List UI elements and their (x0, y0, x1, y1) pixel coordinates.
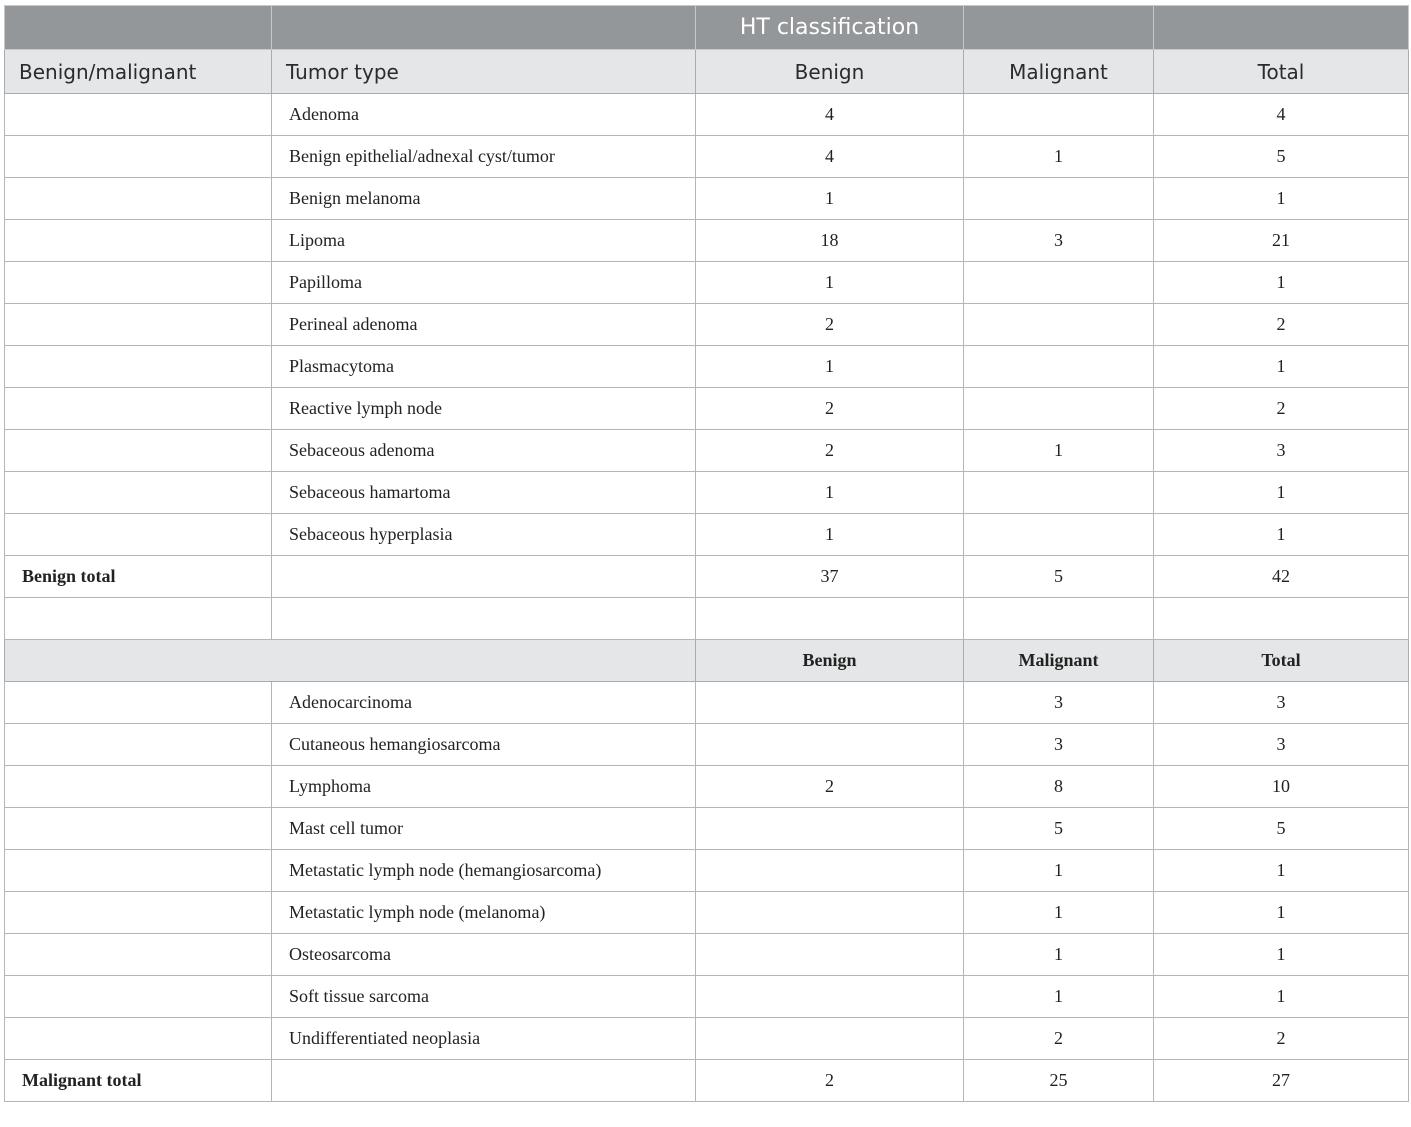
col-header-tumor-type: Tumor type (272, 50, 696, 94)
col-header-malignant: Malignant (964, 50, 1154, 94)
empty-category-cell (5, 346, 272, 388)
col-header-benign: Benign (696, 50, 964, 94)
malignant-count-cell (964, 304, 1154, 346)
tumor-type-cell: Cutaneous hemangiosarcoma (272, 724, 696, 766)
benign-count-cell: 4 (696, 94, 964, 136)
table-row (5, 976, 1409, 1018)
benign-count-cell (696, 934, 964, 976)
total-count-cell: 2 (1154, 1018, 1409, 1060)
malignant-count-cell: 1 (964, 850, 1154, 892)
empty-cell (964, 598, 1154, 640)
table-row (5, 934, 1409, 976)
tumor-type-cell: Metastatic lymph node (hemangiosarcoma) (272, 850, 696, 892)
total-count-cell: 1 (1154, 850, 1409, 892)
table-row (5, 430, 1409, 472)
benign-total-label: Benign total (5, 556, 272, 598)
malignant-total-value: 25 (964, 1060, 1154, 1102)
empty-category-cell (5, 514, 272, 556)
malignant-total-value: 5 (964, 556, 1154, 598)
column-header-row (5, 50, 1409, 94)
table-row (5, 514, 1409, 556)
mid-header-blank (5, 640, 696, 682)
benign-total-value: 37 (696, 556, 964, 598)
malignant-total-row (5, 1060, 1409, 1102)
empty-category-cell (5, 262, 272, 304)
tumor-type-cell: Perineal adenoma (272, 304, 696, 346)
header-blank-cell (964, 6, 1154, 50)
malignant-section-header-row (5, 640, 1409, 682)
total-count-cell: 3 (1154, 430, 1409, 472)
tumor-type-cell: Benign epithelial/adnexal cyst/tumor (272, 136, 696, 178)
ht-classification-header: HT classification (696, 6, 964, 50)
total-count-cell: 1 (1154, 262, 1409, 304)
total-count-cell: 5 (1154, 808, 1409, 850)
total-count-cell: 1 (1154, 976, 1409, 1018)
total-count-cell: 10 (1154, 766, 1409, 808)
table-row (5, 220, 1409, 262)
malignant-count-cell: 3 (964, 724, 1154, 766)
empty-category-cell (5, 430, 272, 472)
empty-category-cell (5, 682, 272, 724)
benign-count-cell: 1 (696, 262, 964, 304)
malignant-count-cell (964, 388, 1154, 430)
table-row (5, 136, 1409, 178)
total-count-cell: 2 (1154, 304, 1409, 346)
total-count-cell: 1 (1154, 514, 1409, 556)
tumor-type-cell: Reactive lymph node (272, 388, 696, 430)
malignant-count-cell: 1 (964, 430, 1154, 472)
header-blank-cell (272, 6, 696, 50)
empty-category-cell (5, 1018, 272, 1060)
grand-total-value: 42 (1154, 556, 1409, 598)
empty-category-cell (5, 220, 272, 262)
malignant-count-cell (964, 514, 1154, 556)
total-count-cell: 2 (1154, 388, 1409, 430)
table-row (5, 724, 1409, 766)
tumor-type-cell: Lymphoma (272, 766, 696, 808)
empty-category-cell (5, 850, 272, 892)
benign-count-cell (696, 1018, 964, 1060)
benign-count-cell: 18 (696, 220, 964, 262)
mid-header-total: Total (1154, 640, 1409, 682)
benign-count-cell (696, 808, 964, 850)
empty-cell (1154, 598, 1409, 640)
benign-count-cell (696, 976, 964, 1018)
empty-category-cell (5, 934, 272, 976)
table-row (5, 892, 1409, 934)
blank-row (5, 598, 1409, 640)
total-count-cell: 3 (1154, 724, 1409, 766)
benign-count-cell: 1 (696, 178, 964, 220)
total-count-cell: 1 (1154, 346, 1409, 388)
empty-category-cell (5, 892, 272, 934)
tumor-type-cell: Benign melanoma (272, 178, 696, 220)
malignant-count-cell (964, 178, 1154, 220)
malignant-count-cell (964, 262, 1154, 304)
malignant-count-cell (964, 472, 1154, 514)
benign-count-cell (696, 850, 964, 892)
benign-total-row (5, 556, 1409, 598)
empty-category-cell (5, 178, 272, 220)
malignant-count-cell: 1 (964, 976, 1154, 1018)
malignant-count-cell: 2 (964, 1018, 1154, 1060)
table-row (5, 850, 1409, 892)
total-count-cell: 1 (1154, 178, 1409, 220)
tumor-type-cell: Papilloma (272, 262, 696, 304)
tumor-type-cell: Adenocarcinoma (272, 682, 696, 724)
empty-category-cell (5, 388, 272, 430)
empty-category-cell (5, 136, 272, 178)
total-count-cell: 21 (1154, 220, 1409, 262)
empty-cell (5, 598, 272, 640)
malignant-count-cell (964, 94, 1154, 136)
grand-total-value: 27 (1154, 1060, 1409, 1102)
tumor-type-cell: Plasmacytoma (272, 346, 696, 388)
total-count-cell: 1 (1154, 892, 1409, 934)
empty-cell (272, 598, 696, 640)
empty-category-cell (5, 472, 272, 514)
table-row (5, 262, 1409, 304)
benign-count-cell: 1 (696, 346, 964, 388)
col-header-benign-malignant: Benign/malignant (5, 50, 272, 94)
malignant-count-cell: 5 (964, 808, 1154, 850)
total-count-cell: 1 (1154, 934, 1409, 976)
malignant-count-cell: 3 (964, 220, 1154, 262)
header-blank-cell (1154, 6, 1409, 50)
tumor-type-cell: Mast cell tumor (272, 808, 696, 850)
table-row (5, 388, 1409, 430)
table-row (5, 1018, 1409, 1060)
table-body (5, 94, 1409, 1102)
tumor-classification-table (4, 5, 1409, 1102)
empty-category-cell (5, 304, 272, 346)
tumor-type-cell: Adenoma (272, 94, 696, 136)
tumor-type-cell: Sebaceous hamartoma (272, 472, 696, 514)
tumor-type-cell: Sebaceous adenoma (272, 430, 696, 472)
total-count-cell: 3 (1154, 682, 1409, 724)
benign-count-cell (696, 682, 964, 724)
tumor-type-cell: Undifferentiated neoplasia (272, 1018, 696, 1060)
malignant-total-label: Malignant total (5, 1060, 272, 1102)
empty-category-cell (5, 766, 272, 808)
tumor-type-cell: Metastatic lymph node (melanoma) (272, 892, 696, 934)
table-row (5, 346, 1409, 388)
malignant-count-cell: 8 (964, 766, 1154, 808)
total-count-cell: 1 (1154, 472, 1409, 514)
malignant-count-cell: 1 (964, 934, 1154, 976)
malignant-count-cell: 1 (964, 892, 1154, 934)
total-count-cell: 5 (1154, 136, 1409, 178)
table-row (5, 472, 1409, 514)
benign-count-cell: 1 (696, 514, 964, 556)
benign-count-cell: 2 (696, 388, 964, 430)
mid-header-benign: Benign (696, 640, 964, 682)
empty-category-cell (5, 724, 272, 766)
table-row (5, 766, 1409, 808)
empty-category-cell (5, 976, 272, 1018)
table-row (5, 94, 1409, 136)
benign-count-cell (696, 724, 964, 766)
benign-total-value: 2 (696, 1060, 964, 1102)
empty-category-cell (5, 94, 272, 136)
benign-count-cell (696, 892, 964, 934)
benign-count-cell: 1 (696, 472, 964, 514)
empty-cell (272, 1060, 696, 1102)
empty-cell (272, 556, 696, 598)
header-blank-cell (5, 6, 272, 50)
mid-header-malignant: Malignant (964, 640, 1154, 682)
table-row (5, 808, 1409, 850)
table-row (5, 178, 1409, 220)
table-row (5, 682, 1409, 724)
empty-cell (696, 598, 964, 640)
tumor-type-cell: Soft tissue sarcoma (272, 976, 696, 1018)
tumor-type-cell: Lipoma (272, 220, 696, 262)
group-header-row (5, 6, 1409, 50)
tumor-type-cell: Sebaceous hyperplasia (272, 514, 696, 556)
benign-count-cell: 2 (696, 304, 964, 346)
empty-category-cell (5, 808, 272, 850)
col-header-total: Total (1154, 50, 1409, 94)
total-count-cell: 4 (1154, 94, 1409, 136)
benign-count-cell: 4 (696, 136, 964, 178)
table-row (5, 304, 1409, 346)
malignant-count-cell (964, 346, 1154, 388)
tumor-type-cell: Osteosarcoma (272, 934, 696, 976)
benign-count-cell: 2 (696, 766, 964, 808)
malignant-count-cell: 3 (964, 682, 1154, 724)
benign-count-cell: 2 (696, 430, 964, 472)
malignant-count-cell: 1 (964, 136, 1154, 178)
